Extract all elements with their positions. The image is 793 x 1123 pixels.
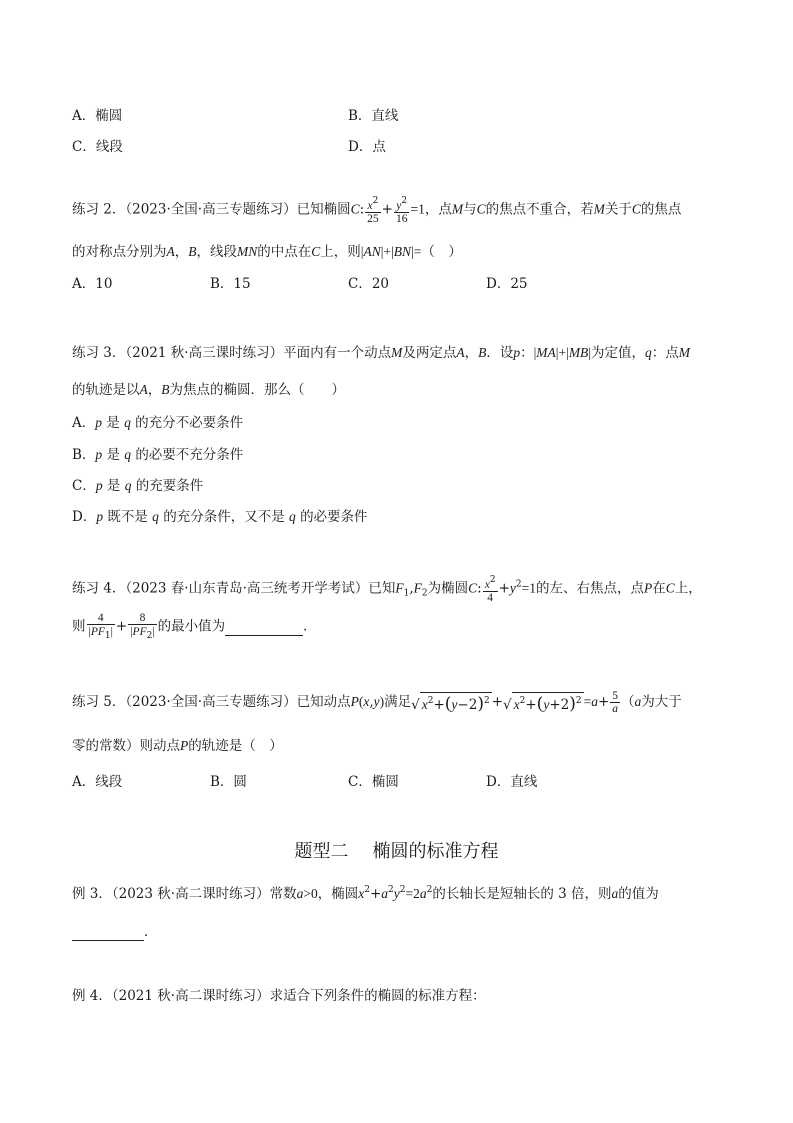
q3-option-d: D．p 既不是 q 的充分条件，又不是 q 的必要条件 xyxy=(72,509,368,525)
q5-stem-line1: 练习 5．（2023·全国·高三专题练习）已知动点P(x,y)满足√ $x^2+(y-2)^2$ +√ $x^2+(y+2)^2 =a+$ $\frac{5}{a}$ （a为大于 xyxy=(72,690,682,715)
q5-stem-line2: 零的常数）则动点P的轨迹是（ ） xyxy=(72,738,283,754)
q4-answer-blank xyxy=(225,619,303,636)
ex3-answer-blank xyxy=(72,924,144,941)
q3-option-b: B．p 是 q 的必要不充分条件 xyxy=(72,447,244,463)
q2-stem-line1: 练习 2．（2023·全国·高三专题练习）已知椭圆C: $\frac{x^2}{25}$ + $\frac{y^2}{16}$ =1，点M与C的焦点不重合，若M关于C的焦点 xyxy=(72,196,682,225)
q5-sqrt-1: √ $x^2+(y-2)^2$ xyxy=(411,693,490,714)
q1-option-b: B．直线 xyxy=(348,108,399,124)
q5-sqrt-2: √ $x^2+(y+2)^2$ xyxy=(503,693,582,714)
ex3-stem-line2: ． xyxy=(72,920,158,941)
ex3-stem-line1: 例 3．（2023 秋·高二课时练习）常数a>0，椭圆$x^2+a^2y^2=2a^2$的长轴长是短轴长的 3 倍，则a的值为 xyxy=(72,885,659,902)
q4-stem-line2: 则 $\frac{4}{|PF_1|}$ + $\frac{8}{|PF_2|}$ 的最小值为 ． xyxy=(72,612,317,641)
q2-fraction-y: $\frac{y^2}{16}$ xyxy=(395,196,408,225)
q1-option-a: A．椭圆 xyxy=(72,108,123,124)
q3-stem-line1: 练习 3．（2021 秋·高三课时练习）平面内有一个动点M及两定点A，B．设p：|MA|+|MB|为定值，q：点M xyxy=(72,345,691,361)
q4-fraction-pf2: $\frac{8}{|PF_2|}$ xyxy=(130,612,155,641)
q4-fraction-x: $\frac{x^2}{4}$ xyxy=(484,575,496,604)
q1-option-d: D．点 xyxy=(348,139,386,155)
q2-option-d: D．25 xyxy=(486,276,528,292)
q4-stem-line1: 练习 4．（2023 春·山东青岛·高三统考开学考试）已知$F_1,F_2$为椭圆C: $\frac{x^2}{4}$ $+y^2=1$的左、右焦点，点P在C上， xyxy=(72,575,702,604)
section-heading: 题型二 椭圆的标准方程 xyxy=(294,841,499,862)
q3-option-a: A．p 是 q 的充分不必要条件 xyxy=(72,415,244,431)
q3-option-c: C．p 是 q 的充要条件 xyxy=(72,478,204,494)
q2-stem-line2: 的对称点分别为A，B，线段MN的中点在C上，则|AN|+|BN|=（ ） xyxy=(72,244,462,260)
q2-option-b: B．15 xyxy=(210,276,251,292)
q5-option-c: C．椭圆 xyxy=(348,774,399,790)
q2-fraction-x: $\frac{x^2}{25}$ xyxy=(367,196,379,225)
q2-option-a: A．10 xyxy=(72,276,113,292)
ex4-stem: 例 4．（2021 秋·高二课时练习）求适合下列条件的椭圆的标准方程： xyxy=(72,988,486,1004)
q3-stem-line2: 的轨迹是以A，B为焦点的椭圆．那么（ ） xyxy=(72,382,345,398)
q5-option-a: A．线段 xyxy=(72,774,123,790)
q1-option-c: C．线段 xyxy=(72,139,123,155)
q5-fraction: $\frac{5}{a}$ xyxy=(612,690,619,715)
q5-option-d: D．直线 xyxy=(486,774,538,790)
q4-fraction-pf1: $\frac{4}{|PF_1|}$ xyxy=(88,612,113,641)
q2-option-c: C．20 xyxy=(348,276,390,292)
q5-option-b: B．圆 xyxy=(210,774,247,790)
